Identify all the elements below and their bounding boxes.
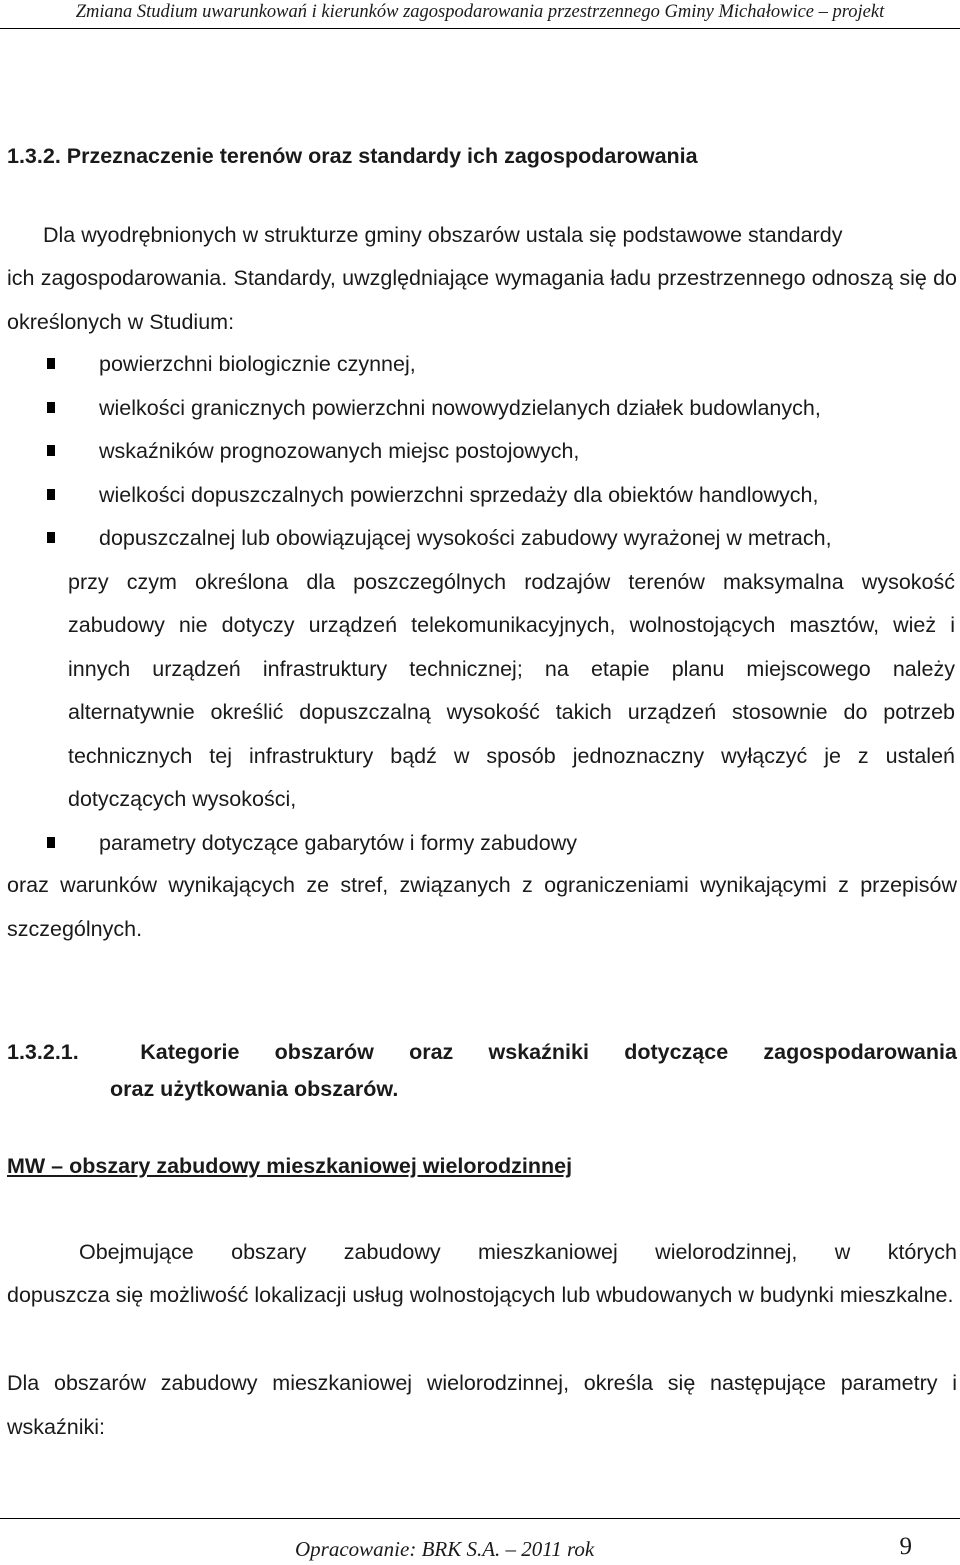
square-bullet-icon [47, 532, 55, 543]
page-number: 9 [899, 1533, 912, 1560]
mw-first-line-flex [79, 1231, 957, 1275]
mw-heading: MW – obszary zabudowy mieszkaniowej wielorodzinnej [7, 1154, 573, 1178]
subsection-title-word: obszarów [274, 1040, 374, 1064]
intro-first-line: Dla wyodrębnionych w strukturze gminy obszarów ustala się podstawowe standardy [43, 223, 843, 247]
square-bullet-icon [47, 445, 55, 456]
list-item [0, 474, 955, 518]
subsection-number: 1.3.2.1. [7, 1040, 79, 1064]
section-heading: 1.3.2. Przeznaczenie terenów oraz standardy ich zagospodarowania [7, 144, 698, 168]
mw-paragraph: dopuszcza się możliwość lokalizacji usług wolnostojących lub wbudowanych w budynki mieszkalne. [7, 1283, 954, 1307]
footer-credit: Opracowanie: BRK S.A. – 2011 rok [295, 1537, 595, 1561]
closing-paragraph: oraz warunków wynikających ze stref, związanych z ograniczeniami wynikającymi z przepisów szczególnych. [7, 873, 957, 941]
list-item-continuation: przy czym określona dla poszczególnych rodzajów terenów maksymalna wysokość zabudowy nie dotyczy urządzeń telekomunikacyjnych, wolnostojących masztów, wież i innych urządzeń infrastruktury technicznej; na etapie planu miejscowego należy alternatywnie określić dopuszczalną wysokość takich urządzeń stosownie do potrzeb technicznych tej infrastruktury bądź w sposób jednoznaczny wyłączyć je z ustaleń dotyczących wysokości, [68, 569, 955, 811]
running-header: Zmiana Studium uwarunkowań i kierunków zagospodarowania przestrzennego Gminy Michałowice – projekt [0, 0, 960, 29]
subsection-title-word: wskaźniki [488, 1040, 589, 1064]
mw-parameters-paragraph: Dla obszarów zabudowy mieszkaniowej wielorodzinnej, określa się następujące parametry i wskaźniki: [7, 1371, 957, 1439]
list-item [0, 343, 955, 387]
list-item-text: wskaźników prognozowanych miejsc postojowych, [99, 439, 580, 463]
intro-paragraph: ich zagospodarowania. Standardy, uwzględniające wymagania ładu przestrzennego odnoszą się do określonych w Studium: [7, 266, 957, 334]
list-item [0, 387, 955, 431]
list-item-text: dopuszczalnej lub obowiązującej wysokości zabudowy wyrażonej w metrach, [99, 526, 832, 550]
subsection-title-word: oraz [409, 1040, 454, 1064]
subsection-title-word: dotyczące [624, 1040, 729, 1064]
list-item-text: wielkości dopuszczalnych powierzchni sprzedaży dla obiektów handlowych, [99, 482, 819, 507]
subsection-heading [7, 1034, 957, 1108]
mw-paragraph-first-line [79, 1231, 957, 1275]
mw-first-line-text: Obejmujące obszary zabudowy mieszkaniowej wielorodzinnej, w których [79, 1240, 957, 1264]
list-item-text: parametry dotyczące gabarytów i formy zabudowy [99, 830, 577, 855]
subsection-title-line2: oraz użytkowania obszarów. [110, 1077, 399, 1101]
list-item-text: wielkości granicznych powierzchni nowowydzielanych działek budowlanych, [99, 395, 821, 420]
list-item [0, 517, 955, 822]
subsection-title-word: Kategorie [140, 1040, 240, 1064]
subsection-title-word: zagospodarowania [763, 1040, 957, 1064]
list-item [0, 822, 955, 866]
square-bullet-icon [47, 402, 55, 413]
list-item-text: powierzchni biologicznie czynnej, [99, 352, 416, 376]
square-bullet-icon [47, 837, 55, 848]
square-bullet-icon [47, 358, 55, 369]
square-bullet-icon [47, 489, 55, 500]
page-footer [0, 1518, 960, 1565]
standards-list [0, 343, 960, 865]
list-item [0, 430, 955, 474]
